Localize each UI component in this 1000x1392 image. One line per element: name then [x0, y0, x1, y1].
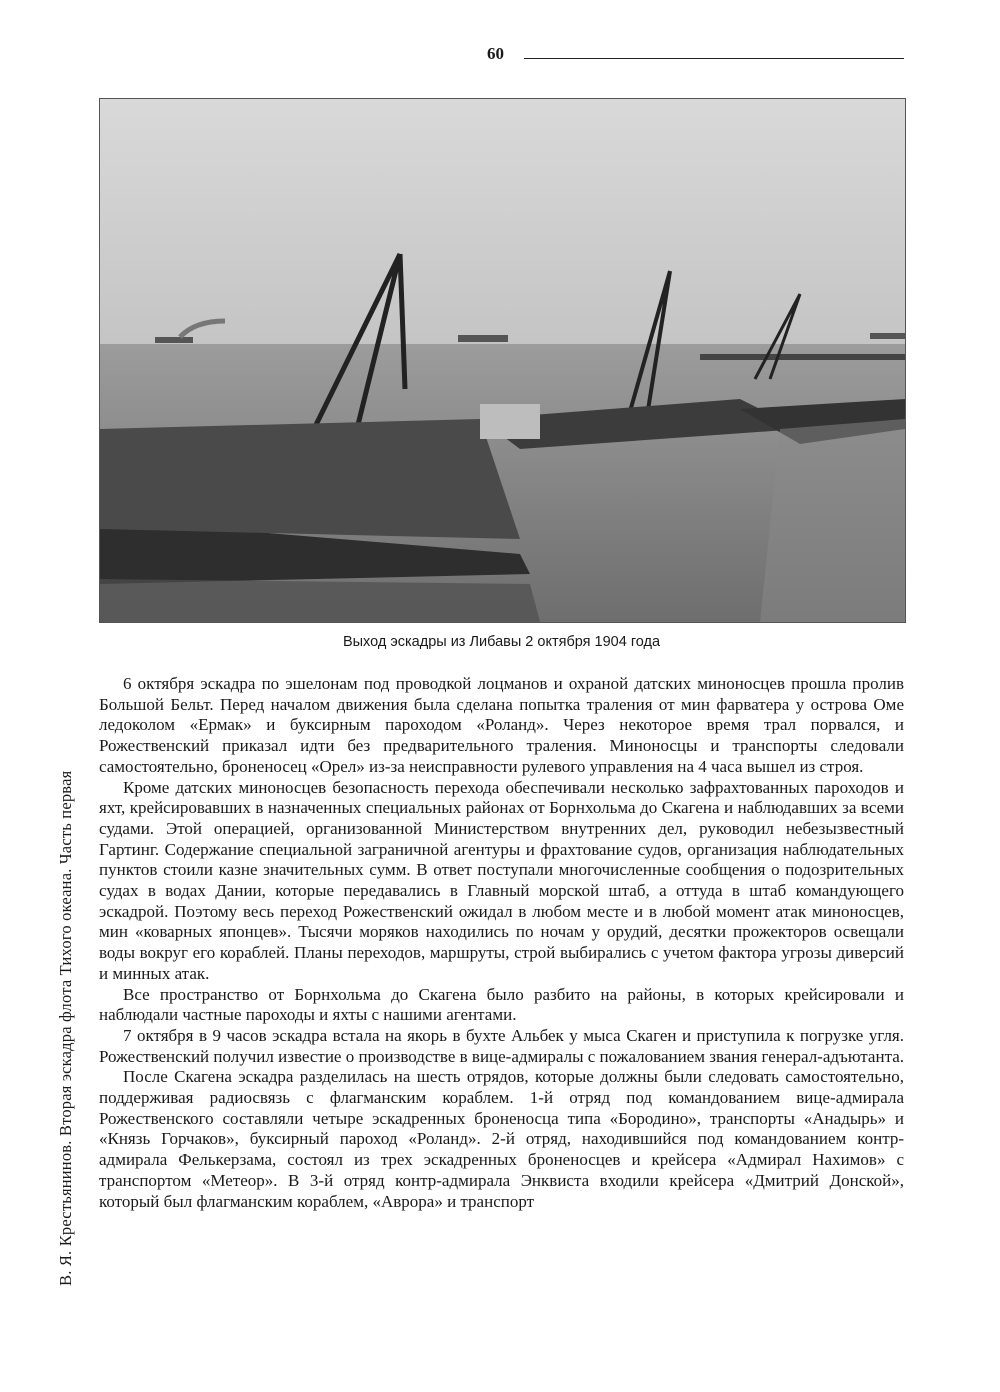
harbor-photo-illustration — [100, 99, 905, 622]
photo-caption: Выход эскадры из Либавы 2 октября 1904 года — [342, 634, 661, 650]
paragraph: Кроме датских миноносцев безопасность перехода обеспечивали несколько зафрахтованных пароходов и яхт, крейсировавших в назначенных специальных районах от Борнхольма до Скагена и наблюдавших за всеми судами. Этой операцией, организованной Министерством внутренних дел, руководил небезызвестный Гартинг. Содержание специальной заграничной агентуры и фрахтование судов, организация наблюдательных пунктов стоили казне значительных сумм. В ответ поступали многочисленные сообщения о подозрительных судах в водах Дании, которые передавались в Главный морской штаб, а оттуда в штаб командующего эскадрой. Поэтому весь переход Рожественский ожидал в любом месте и в любой момент атак миноносцев, мин «коварных японцев». Тысячи моряков находились по ночам у орудий, десятки прожекторов освещали воды вокруг его кораблей. Планы переходов, маршруты, строй выбирались с учетом фактора угрозы диверсий и минных атак. — [99, 777, 904, 983]
header-rule — [524, 58, 904, 59]
paragraph: Все пространство от Борнхольма до Скагена было разбито на районы, в которых крейсировали и наблюдали частные пароходы и яхты с нашими агентами. — [99, 984, 904, 1025]
paragraph: 7 октября в 9 часов эскадра встала на якорь в бухте Альбек у мыса Скаген и приступила к погрузке угля. Рожественский получил известие о производстве в вице-адмиралы с пожалованием звания генерал-адъютанта. — [99, 1025, 905, 1066]
paragraph: 6 октября эскадра по эшелонам под проводкой лоцманов и охраной датских миноносцев прошла пролив Большой Бельт. Перед началом движения была сделана попытка траления от мин фарватера у острова Оме ледоколом «Ермак» и буксирным пароходом «Роланд». Через некоторое время трал порвался, и Рожественский приказал идти без предварительного траления. Миноносцы и транспорты следовали самостоятельно, броненосец «Орел» из-за неисправности рулевого управления на 4 часа вышел из строя. — [99, 674, 904, 776]
body-text — [99, 674, 904, 1212]
harbor-photo — [99, 98, 906, 623]
paragraph: После Скагена эскадра разделилась на шесть отрядов, которые должны были следовать самостоятельно, поддерживая радиосвязь с флагманским кораблем. 1-й отряд под командованием вице-адмирала Рожественского составляли четыре эскадренных броненосца типа «Бородино», транспорты «Анадырь» и «Князь Горчаков», буксирный пароход «Роланд». 2-й отряд, находившийся под командованием контр-адмирала Фелькерзама, состоял из трех эскадренных броненосцев и крейсера «Адмирал Нахимов» с транспортом «Метеор». В 3-й отряд контр-адмирала Энквиста входили крейсера «Дмитрий Донской», который был флагманским кораблем, «Аврора» и транспорт — [99, 1067, 904, 1211]
running-title-vertical: В. Я. Крестьянинов. Вторая эскадра флота Тихого океана. Часть первая — [56, 770, 75, 1286]
page-number: 60 — [487, 44, 504, 63]
